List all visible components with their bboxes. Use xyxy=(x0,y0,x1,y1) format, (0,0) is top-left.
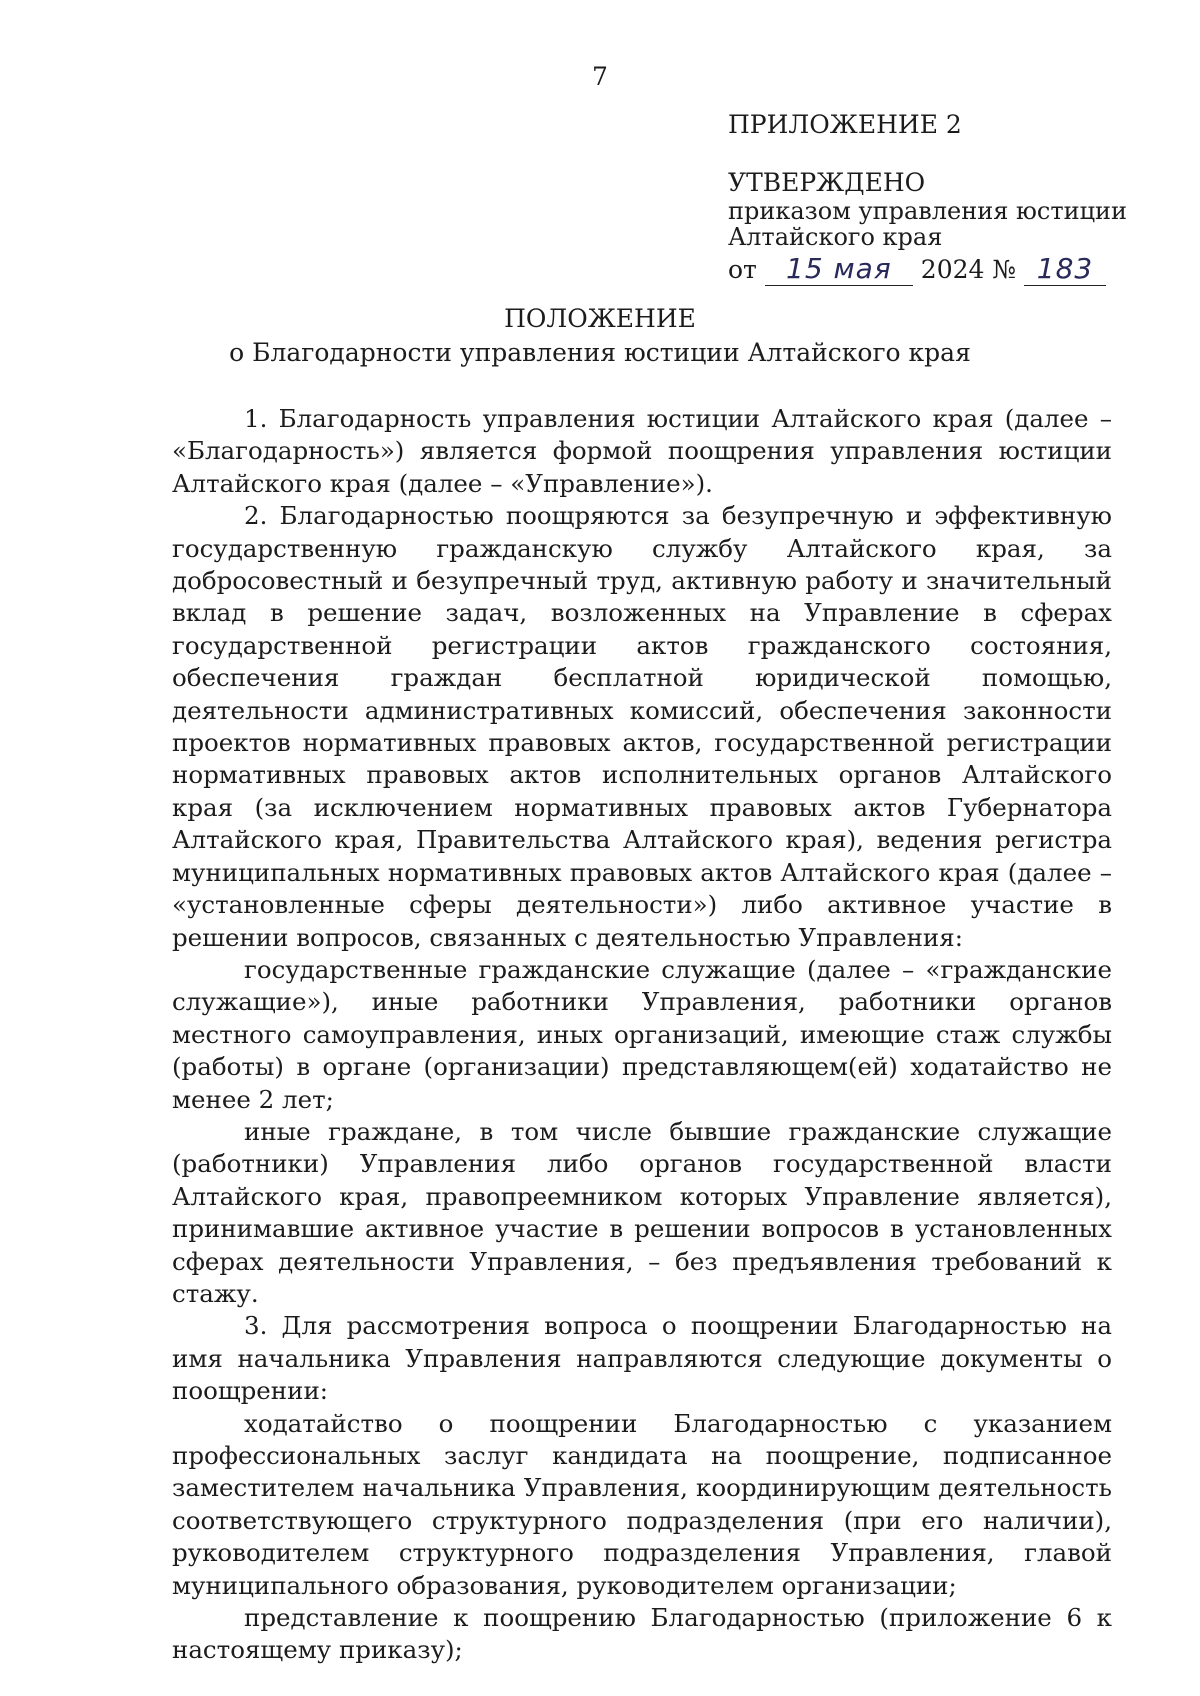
date-blank xyxy=(765,254,913,286)
number-blank xyxy=(1024,254,1106,286)
approval-line-1: приказом управления юстиции xyxy=(728,197,1128,225)
paragraph-3-item-2: представление к поощрению Благодарностью (приложение 6 к настоящему приказу); xyxy=(172,1603,1112,1665)
paragraph-3-item-1: ходатайство о поощрении Благодарностью с указанием профессиональных заслуг кандидата на поощрение, подписанное заместителем начальника Управления, координирующим деятельность соответствующего структурного подразделения (при его наличии), руководителем структурного подразделения Управления, главой муниципального образования, руководителем организации; xyxy=(172,1408,1112,1600)
page-number: 7 xyxy=(592,62,608,91)
approved-title: УТВЕРЖДЕНО xyxy=(728,168,926,197)
appendix-label: ПРИЛОЖЕНИЕ 2 xyxy=(728,110,962,139)
document-title: ПОЛОЖЕНИЕ xyxy=(504,304,696,333)
document-subtitle: о Благодарности управления юстиции Алтайского края xyxy=(229,338,971,367)
approval-block xyxy=(728,110,1168,286)
handwritten-number: 183 xyxy=(1036,252,1094,285)
paragraph-1: 1. Благодарность управления юстиции Алтайского края (далее – «Благодарность») является формой поощрения управления юстиции Алтайского края (далее – «Управление»). xyxy=(172,404,1112,498)
date-prefix: от xyxy=(728,255,757,284)
handwritten-date: 15 мая xyxy=(786,252,892,285)
approval-line-2: Алтайского края xyxy=(728,223,943,251)
approval-date-line xyxy=(728,254,1168,286)
paragraph-2: 2. Благодарностью поощряются за безупречную и эффективную государственную гражданскую службу Алтайского края, за добросовестный и безупречный труд, активную работу и значительный вклад в решение задач, возложенных на Управление в сферах государственной регистрации актов гражданского состояния, обеспечения граждан бесплатной юридической помощью, деятельности административных комиссий, обеспечения законности проектов нормативных правовых актов, государственной регистрации нормативных правовых актов исполнительных органов Алтайского края (за исключением нормативных правовых актов Губернатора Алтайского края, Правительства Алтайского края), ведения регистра муниципальных нормативных правовых актов Алтайского края (далее – «установленные сферы деятельности») либо активное участие в решении вопросов, связанных с деятельностью Управления: xyxy=(172,501,1112,952)
year-label: 2024 № xyxy=(920,255,1017,284)
paragraph-2-item-2: иные граждане, в том числе бывшие гражданские служащие (работники) Управления либо органов государственной власти Алтайского края, правопреемником которых Управление является), принимавшие активное участие в решении вопросов в установленных сферах деятельности Управления, – без предъявления требований к стажу. xyxy=(172,1116,1112,1308)
paragraph-3: 3. Для рассмотрения вопроса о поощрении Благодарностью на имя начальника Управления направляются следующие документы о поощрении: xyxy=(172,1311,1112,1406)
document-body xyxy=(172,403,1112,1667)
paragraph-2-item-1: государственные гражданские служащие (далее – «гражданские служащие»), иные работники Управления, работники органов местного самоуправления, иных организаций, имеющие стаж службы (работы) в органе (организации) представляющем(ей) ходатайство не менее 2 лет; xyxy=(172,954,1112,1114)
